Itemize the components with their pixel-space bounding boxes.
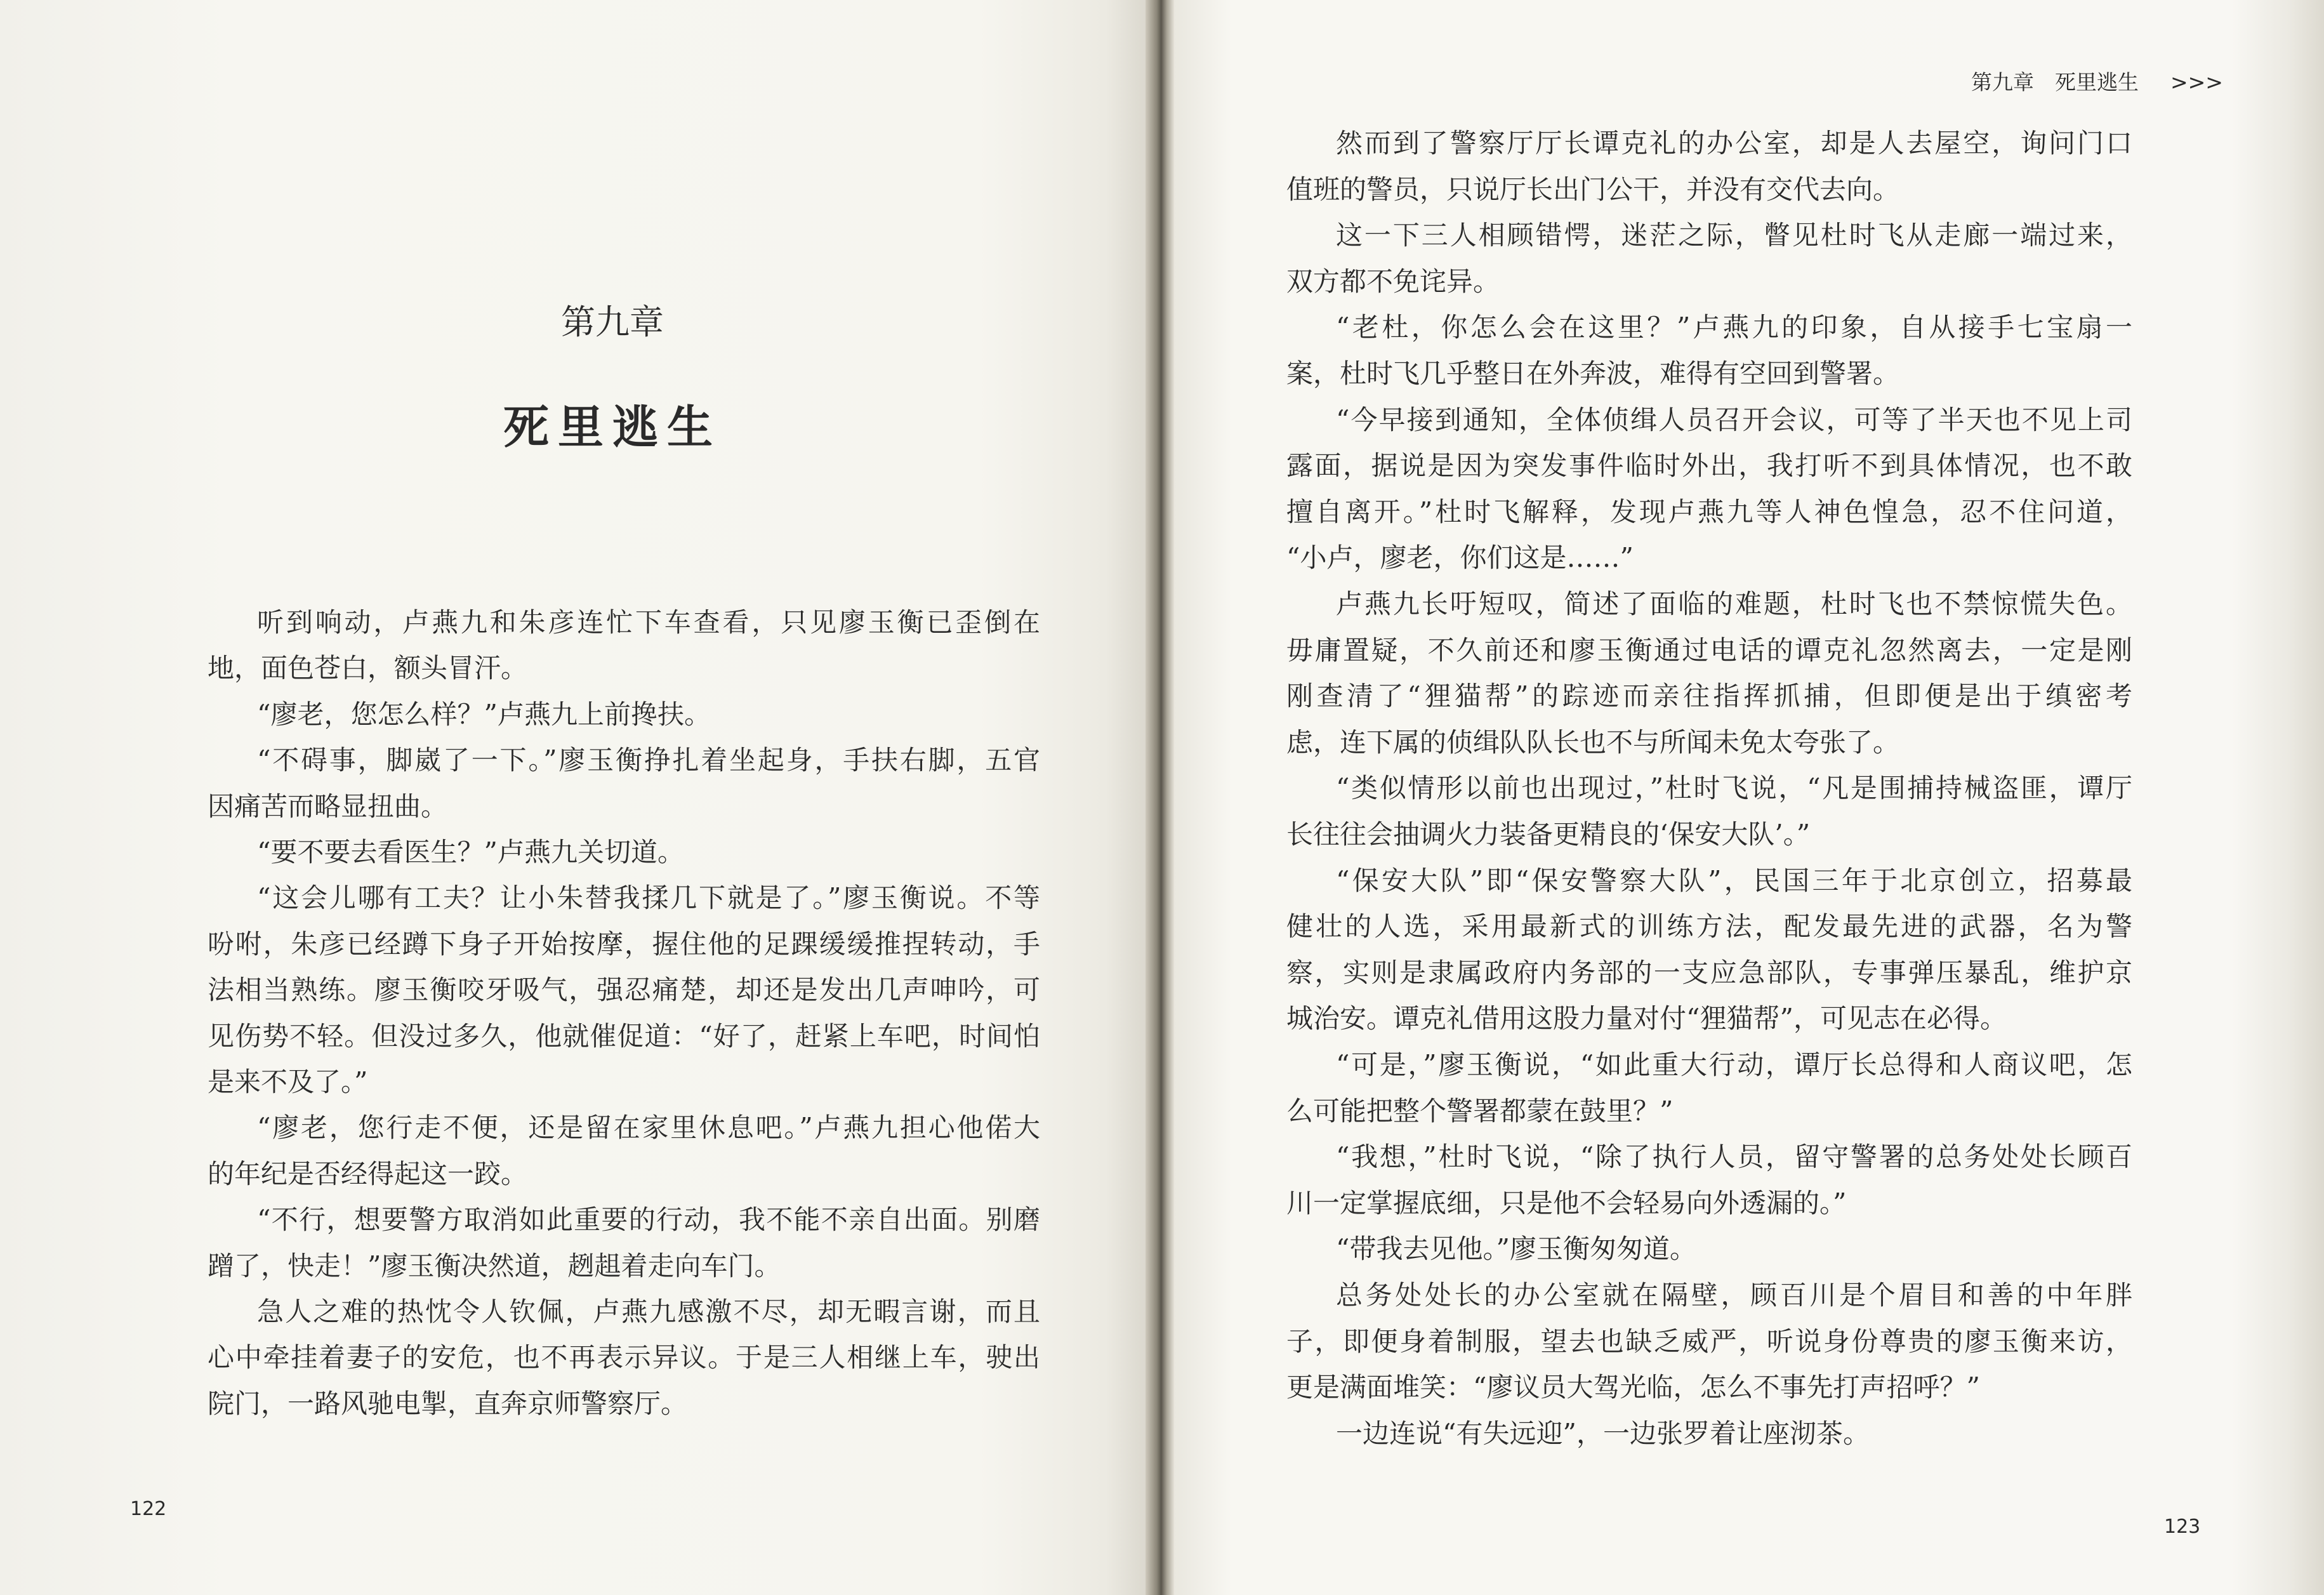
- text-line: 长往往会抽调火力装备更精良的‘保安大队’。”: [1286, 819, 1811, 850]
- text-line: “不行，想要警方取消如此重要的行动，我不能不亲自出面。别磨: [257, 1204, 1040, 1236]
- book-gutter: [1145, 0, 1174, 1595]
- text-line: 察，实则是隶属政府内务部的一支应急部队，专事弹压暴乱，维护京: [1286, 956, 2132, 988]
- page-number-left: 122: [130, 1498, 167, 1520]
- text-line: “老杜，你怎么会在这里？”卢燕九的印象，自从接手七宝扇一: [1336, 312, 2132, 343]
- text-line: 毋庸置疑，不久前还和廖玉衡通过电话的谭克礼忽然离去，一定是刚: [1286, 634, 2132, 666]
- text-line: 蹭了，快走！”廖玉衡决然道，趔趄着走向车门。: [208, 1250, 781, 1281]
- text-line: 听到响动，卢燕九和朱彦连忙下车查看，只见廖玉衡已歪倒在: [257, 607, 1040, 638]
- running-head: [1971, 66, 2223, 96]
- text-line: “带我去见他。”廖玉衡匆匆道。: [1336, 1233, 1696, 1265]
- text-line: 院门，一路风驰电掣，直奔京师警察厅。: [208, 1387, 688, 1419]
- text-line: 露面，据说是因为突发事件临时外出，我打听不到具体情况，也不敢: [1286, 450, 2132, 482]
- text-line: 然而到了警察厅厅长谭克礼的办公室，却是人去屋空，询问门口: [1336, 128, 2132, 159]
- text-line: 一边连说“有失远迎”，一边张罗着让座沏茶。: [1336, 1417, 1870, 1449]
- text-line: 吩咐，朱彦已经蹲下身子开始按摩，握住他的足踝缓缓推捏转动，手: [208, 928, 1040, 960]
- text-line: 川一定掌握底细，只是他不会轻易向外透漏的。”: [1286, 1187, 1847, 1219]
- text-line: 城治安。谭克礼借用这股力量对付“狸猫帮”，可见志在必得。: [1286, 1003, 2007, 1035]
- text-line: 虑，连下属的侦缉队队长也不与所闻未免太夸张了。: [1286, 726, 1900, 758]
- text-line: “不碍事，脚崴了一下。”廖玉衡挣扎着坐起身，手扶右脚，五官: [257, 745, 1040, 776]
- chapter-number: 第九章: [561, 302, 664, 342]
- text-line: 这一下三人相顾错愕，迷茫之际，瞥见杜时飞从走廊一端过来，: [1336, 220, 2132, 251]
- text-line: 擅自离开。”杜时飞解释，发现卢燕九等人神色惶急，忍不住问道，: [1286, 496, 2132, 527]
- text-line: 总务处处长的办公室就在隔壁，顾百川是个眉目和善的中年胖: [1336, 1280, 2132, 1311]
- chapter-title: 死里逃生: [503, 400, 722, 454]
- text-line: 见伤势不轻。但没过多久，他就催促道：“好了，赶紧上车吧，时间怕: [208, 1020, 1040, 1052]
- running-head-arrows: >>>: [2170, 70, 2223, 95]
- text-line: “保安大队”即“保安警察大队”，民国三年于北京创立，招募最: [1336, 864, 2132, 896]
- text-line: 案，杜时飞几乎整日在外奔波，难得有空回到警署。: [1286, 358, 1900, 389]
- text-line: “可是，”廖玉衡说，“如此重大行动，谭厅长总得和人商议吧，怎: [1336, 1049, 2132, 1080]
- text-line: 心中牵挂着妻子的安危，也不再表示异议。于是三人相继上车，驶出: [208, 1342, 1040, 1373]
- text-line: “这会儿哪有工夫？让小朱替我揉几下就是了。”廖玉衡说。不等: [257, 882, 1040, 914]
- text-line: 的年纪是否经得起这一跤。: [208, 1158, 528, 1189]
- page-number-right: 123: [2164, 1516, 2201, 1538]
- text-line: 么可能把整个警署都蒙在鼓里？”: [1286, 1095, 1674, 1127]
- text-line: 法相当熟练。廖玉衡咬牙吸气，强忍痛楚，却还是发出几声呻吟，可: [208, 974, 1040, 1006]
- text-line: 健壮的人选，采用最新式的训练方法，配发最先进的武器，名为警: [1286, 911, 2132, 943]
- text-line: 更是满面堆笑：“廖议员大驾光临，怎么不事先打声招呼？”: [1286, 1372, 1980, 1403]
- text-line: “要不要去看医生？”卢燕九关切道。: [257, 837, 684, 868]
- text-line: 急人之难的热忱令人钦佩，卢燕九感激不尽，却无暇言谢，而且: [257, 1296, 1040, 1327]
- running-head-title: 第九章 死里逃生: [1971, 70, 2139, 95]
- text-line: 双方都不免诧异。: [1286, 265, 1500, 297]
- text-line: 刚查清了“狸猫帮”的踪迹而亲往指挥抓捕，但即便是出于缜密考: [1286, 680, 2132, 712]
- text-line: 值班的警员，只说厅长出门公干，并没有交代去向。: [1286, 173, 1900, 205]
- text-line: “小卢，廖老，你们这是……”: [1286, 542, 1634, 574]
- text-line: “今早接到通知，全体侦缉人员召开会议，可等了半天也不见上司: [1336, 404, 2132, 435]
- text-line: 子，即便身着制服，望去也缺乏威严，听说身份尊贵的廖玉衡来访，: [1286, 1325, 2132, 1357]
- text-line: “我想，”杜时飞说，“除了执行人员，留守警署的总务处处长顾百: [1336, 1141, 2132, 1173]
- text-line: 卢燕九长吁短叹，简述了面临的难题，杜时飞也不禁惊慌失色。: [1336, 588, 2132, 619]
- text-line: “廖老，您行走不便，还是留在家里休息吧。”卢燕九担心他偌大: [257, 1112, 1040, 1144]
- text-line: 因痛苦而略显扭曲。: [208, 790, 448, 822]
- text-line: “类似情形以前也出现过，”杜时飞说，“凡是围捕持械盗匪，谭厅: [1336, 772, 2132, 804]
- text-line: 地，面色苍白，额头冒汗。: [208, 652, 528, 684]
- text-line: “廖老，您怎么样？”卢燕九上前搀扶。: [257, 698, 711, 730]
- text-line: 是来不及了。”: [208, 1066, 368, 1097]
